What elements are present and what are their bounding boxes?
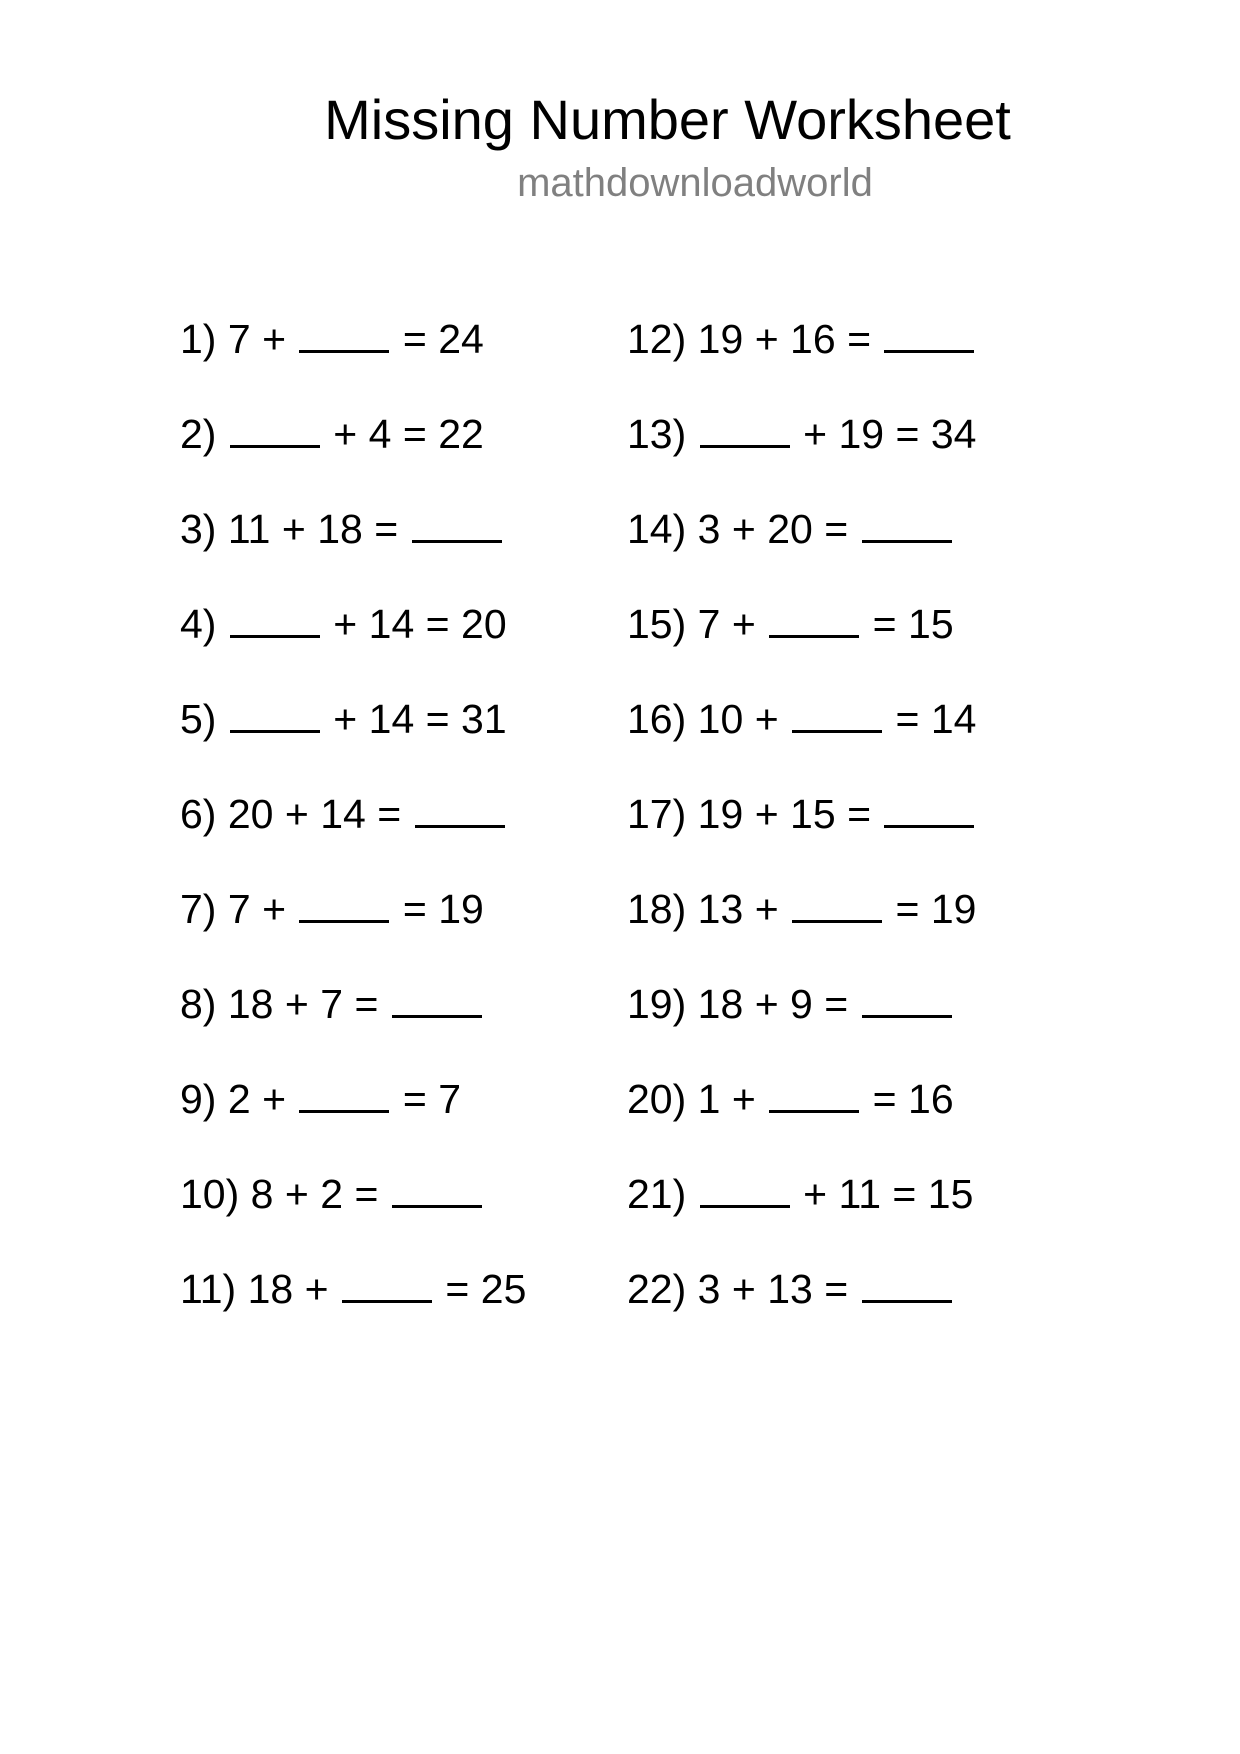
plus-sign: + [262,886,287,932]
answer-blank[interactable] [342,1262,432,1303]
operand-a: 20 [227,791,274,837]
operand-a: 2 [227,1076,251,1122]
problem-item [627,1167,976,1262]
problem-item [180,787,526,882]
result: 14 [930,696,977,742]
problem-number: 10) [180,1171,240,1217]
plus-sign: + [333,696,358,742]
problem-number: 17) [627,791,687,837]
answer-blank[interactable] [230,407,320,448]
result: 15 [908,601,954,647]
answer-blank[interactable] [392,977,482,1018]
result: 24 [438,316,484,362]
problem-number: 4) [180,601,217,647]
problem-item [180,312,526,407]
problem-item [627,1262,976,1357]
problem-item [627,407,976,502]
problem-item [180,882,526,977]
problem-number: 12) [627,316,687,362]
problem-number: 20) [627,1076,687,1122]
result: 19 [438,886,484,932]
equals-sign: = [895,886,920,932]
plus-sign: + [803,1171,828,1217]
operand-a: 18 [697,981,744,1027]
operand-a: 3 [697,506,721,552]
equals-sign: = [377,791,402,837]
operand-b: 18 [317,506,363,552]
plus-sign: + [731,601,756,647]
plus-sign: + [754,886,779,932]
answer-blank[interactable] [862,977,952,1018]
problem-number: 2) [180,411,217,457]
problem-item [627,692,976,787]
result: 7 [438,1076,462,1122]
answer-blank[interactable] [769,597,859,638]
result: 19 [930,886,977,932]
plus-sign: + [284,791,309,837]
operand-a: 7 [227,886,251,932]
result: 22 [438,411,484,457]
plus-sign: + [754,791,779,837]
operand-a: 13 [697,886,744,932]
equals-sign: = [872,1076,897,1122]
operand-a: 18 [247,1266,294,1312]
plus-sign: + [284,1171,309,1217]
operand-b: 7 [320,981,344,1027]
problem-number: 22) [627,1266,687,1312]
problem-item [627,502,976,597]
equals-sign: = [402,316,427,362]
plus-sign: + [754,981,779,1027]
operand-b: 19 [838,411,885,457]
operand-b: 14 [320,791,366,837]
plus-sign: + [333,411,358,457]
operand-b: 20 [767,506,813,552]
problem-item [627,787,976,882]
answer-blank[interactable] [700,407,790,448]
plus-sign: + [731,506,756,552]
operand-a: 18 [227,981,274,1027]
plus-sign: + [304,1266,329,1312]
problem-number: 19) [627,981,687,1027]
equals-sign: = [374,506,399,552]
equals-sign: = [402,411,427,457]
plus-sign: + [281,506,306,552]
problem-item [180,692,526,787]
result: 16 [908,1076,954,1122]
answer-blank[interactable] [299,312,389,353]
answer-blank[interactable] [792,882,882,923]
problem-number: 13) [627,411,687,457]
plus-sign: + [754,316,779,362]
answer-blank[interactable] [230,692,320,733]
problem-number: 5) [180,696,217,742]
problem-item [180,1262,526,1357]
equals-sign: = [354,1171,379,1217]
result: 20 [461,601,507,647]
plus-sign: + [262,1076,287,1122]
equals-sign: = [402,886,427,932]
equals-sign: = [895,696,920,742]
problem-item [180,1072,526,1167]
equals-sign: = [425,696,450,742]
answer-blank[interactable] [392,1167,482,1208]
problem-number: 14) [627,506,687,552]
problem-item [180,1167,526,1262]
operand-a: 1 [697,1076,721,1122]
problem-number: 21) [627,1171,687,1217]
plus-sign: + [333,601,358,647]
answer-blank[interactable] [884,312,974,353]
plus-sign: + [731,1266,756,1312]
problem-number: 7) [180,886,217,932]
problem-number: 3) [180,506,217,552]
operand-a: 8 [250,1171,274,1217]
problem-item [627,597,976,692]
operand-b: 2 [320,1171,344,1217]
operand-b: 9 [790,981,813,1027]
problem-number: 6) [180,791,217,837]
operand-a: 19 [697,316,744,362]
equals-sign: = [824,981,849,1027]
operand-b: 16 [790,316,836,362]
plus-sign: + [731,1076,756,1122]
operand-a: 7 [227,316,251,362]
equals-sign: = [847,791,872,837]
problem-item [180,502,526,597]
result: 15 [927,1171,974,1217]
equals-sign: = [824,1266,849,1312]
answer-blank[interactable] [884,787,974,828]
problem-item [627,1072,976,1167]
result: 25 [480,1266,527,1312]
operand-b: 11 [838,1171,881,1217]
problem-item [627,312,976,407]
problems-column-right [627,312,976,1357]
operand-b: 14 [368,601,415,647]
equals-sign: = [847,316,872,362]
problem-number: 18) [627,886,687,932]
operand-a: 7 [697,601,721,647]
answer-blank[interactable] [700,1167,790,1208]
operand-b: 13 [767,1266,813,1312]
equals-sign: = [892,1171,917,1217]
answer-blank[interactable] [769,1072,859,1113]
plus-sign: + [754,696,779,742]
operand-a: 10 [697,696,744,742]
plus-sign: + [284,981,309,1027]
equals-sign: = [824,506,849,552]
problem-number: 8) [180,981,217,1027]
answer-blank[interactable] [862,1262,952,1303]
worksheet-subtitle: mathdownloadworld [517,161,873,205]
problem-number: 11) [180,1266,237,1312]
problem-item [627,977,976,1072]
equals-sign: = [402,1076,427,1122]
problem-number: 1) [180,316,217,362]
answer-blank[interactable] [299,1072,389,1113]
operand-b: 15 [790,791,836,837]
equals-sign: = [445,1266,470,1312]
problem-number: 16) [627,696,687,742]
answer-blank[interactable] [792,692,882,733]
result: 34 [930,411,977,457]
problems-column-left [180,312,526,1357]
worksheet-title: Missing Number Worksheet [324,88,1011,151]
problem-item [180,977,526,1072]
equals-sign: = [872,601,897,647]
answer-blank[interactable] [230,597,320,638]
result: 31 [461,696,507,742]
plus-sign: + [262,316,287,362]
problem-item [180,407,526,502]
problem-number: 9) [180,1076,217,1122]
answer-blank[interactable] [412,502,502,543]
problem-item [627,882,976,977]
operand-b: 14 [368,696,415,742]
operand-a: 3 [697,1266,721,1312]
equals-sign: = [425,601,450,647]
problem-number: 15) [627,601,687,647]
operand-a: 11 [227,506,271,552]
answer-blank[interactable] [415,787,505,828]
answer-blank[interactable] [299,882,389,923]
equals-sign: = [895,411,920,457]
operand-a: 19 [697,791,744,837]
answer-blank[interactable] [862,502,952,543]
operand-b: 4 [368,411,392,457]
problem-item [180,597,526,692]
plus-sign: + [803,411,828,457]
equals-sign: = [354,981,379,1027]
